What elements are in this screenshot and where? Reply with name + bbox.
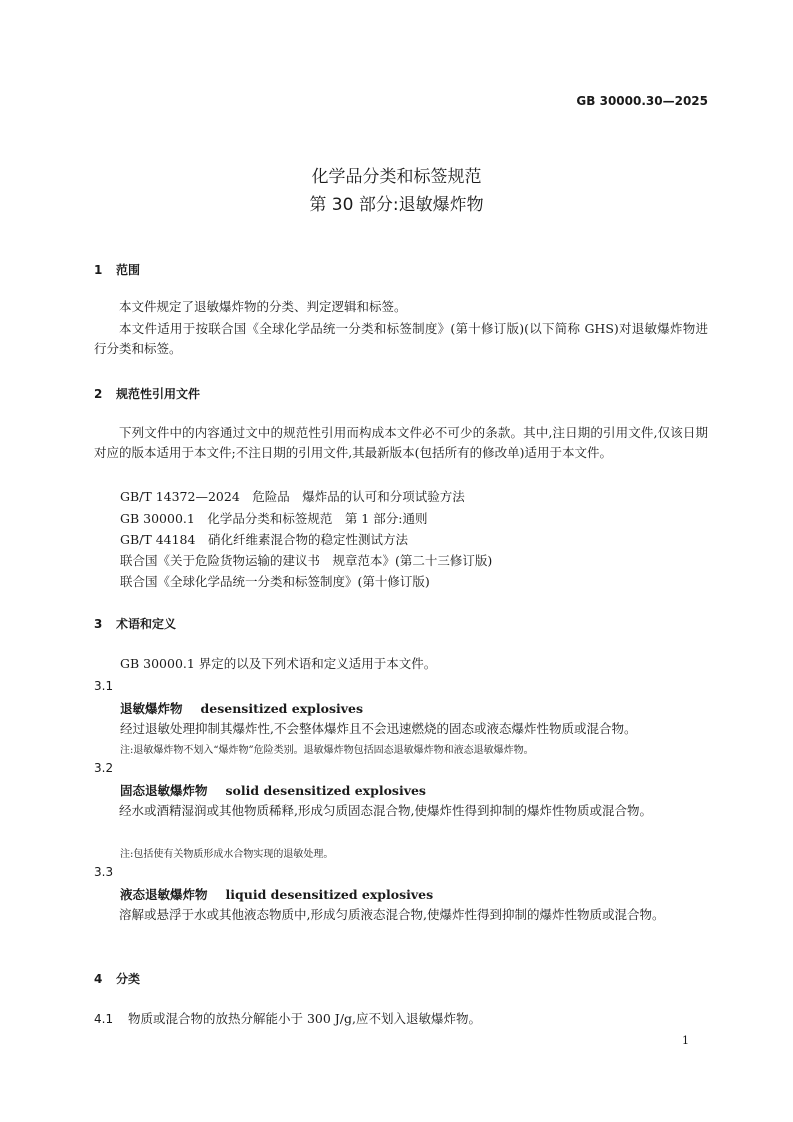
section-title: 范围 bbox=[116, 263, 141, 277]
reference-item: GB 30000.1 化学品分类和标签规范 第 1 部分:通则 bbox=[120, 511, 428, 526]
reference-item: GB/T 44184 硝化纤维素混合物的稳定性测试方法 bbox=[120, 532, 408, 547]
term-en: solid desensitized explosives bbox=[225, 783, 426, 798]
term-number: 3.2 bbox=[94, 761, 114, 775]
term-entry bbox=[120, 699, 363, 717]
references-intro: 下列文件中的内容通过文中的规范性引用而构成本文件必不可少的条款。其中,注日期的引用文件,仅该日期对应的版本适用于本文件;不注日期的引用文件,其最新版本(包括所有的修改单)适用于本文件。 bbox=[94, 425, 708, 460]
section-heading-terms bbox=[94, 615, 176, 632]
section-heading-scope bbox=[94, 261, 140, 278]
section-number: 1 bbox=[94, 263, 103, 277]
page-number: 1 bbox=[682, 1034, 689, 1047]
term-number: 3.1 bbox=[94, 679, 114, 693]
section-heading-classification bbox=[94, 970, 140, 987]
document-subtitle: 第 30 部分:退敏爆炸物 bbox=[309, 195, 484, 215]
section-title: 术语和定义 bbox=[116, 617, 177, 631]
section-number: 3 bbox=[94, 617, 103, 631]
section-number: 2 bbox=[94, 387, 103, 401]
term-zh: 固态退敏爆炸物 bbox=[120, 783, 208, 798]
section-title: 规范性引用文件 bbox=[116, 387, 201, 401]
document-title: 化学品分类和标签规范 bbox=[311, 167, 482, 187]
term-definition: 经水或酒精湿润或其他物质稀释,形成匀质固态混合物,使爆炸性得到抑制的爆炸性物质或混合物。 bbox=[119, 803, 652, 818]
clause-text: 物质或混合物的放热分解能小于 300 J/g,应不划入退敏爆炸物。 bbox=[128, 1011, 482, 1026]
clause-4-1 bbox=[94, 1009, 481, 1029]
clause-number: 4.1 bbox=[94, 1012, 114, 1026]
term-note: 注:包括使有关物质形成水合物实现的退敏处理。 bbox=[120, 849, 334, 860]
term-number: 3.3 bbox=[94, 865, 114, 879]
term-zh: 液态退敏爆炸物 bbox=[120, 887, 208, 902]
term-note: 注:退敏爆炸物不划入“爆炸物”危险类别。退敏爆炸物包括固态退敏爆炸物和液态退敏爆炸物。 bbox=[120, 745, 534, 756]
section-number: 4 bbox=[94, 972, 103, 986]
reference-item: 联合国《关于危险货物运输的建议书 规章范本》(第二十三修订版) bbox=[120, 553, 493, 568]
section-title: 分类 bbox=[116, 972, 141, 986]
scope-paragraph-2: 本文件适用于按联合国《全球化学品统一分类和标签制度》(第十修订版)(以下简称 GHS)对退敏爆炸物进行分类和标签。 bbox=[94, 321, 708, 356]
term-entry bbox=[120, 885, 433, 903]
reference-item: GB/T 14372—2024 危险品 爆炸品的认可和分项试验方法 bbox=[120, 489, 465, 504]
term-entry bbox=[120, 781, 426, 799]
term-definition: 经过退敏处理抑制其爆炸性,不会整体爆炸且不会迅速燃烧的固态或液态爆炸性物质或混合物。 bbox=[120, 721, 637, 736]
terms-intro: GB 30000.1 界定的以及下列术语和定义适用于本文件。 bbox=[120, 656, 437, 671]
term-zh: 退敏爆炸物 bbox=[120, 701, 183, 716]
term-en: liquid desensitized explosives bbox=[225, 887, 434, 902]
reference-item: 联合国《全球化学品统一分类和标签制度》(第十修订版) bbox=[120, 574, 430, 589]
term-definition: 溶解或悬浮于水或其他液态物质中,形成匀质液态混合物,使爆炸性得到抑制的爆炸性物质或混合物。 bbox=[119, 907, 665, 922]
section-heading-references bbox=[94, 385, 200, 402]
term-en: desensitized explosives bbox=[200, 701, 364, 716]
scope-paragraph-1: 本文件规定了退敏爆炸物的分类、判定逻辑和标签。 bbox=[119, 299, 407, 314]
document-number: GB 30000.30—2025 bbox=[576, 94, 708, 108]
